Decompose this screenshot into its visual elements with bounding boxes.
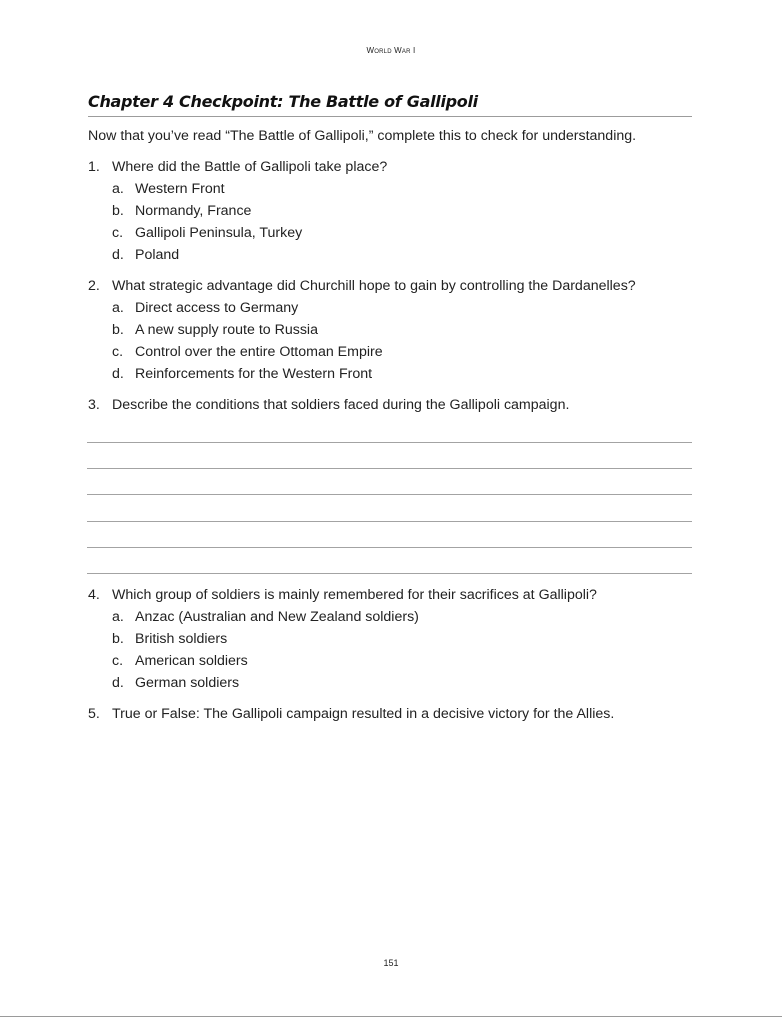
option-text: Control over the entire Ottoman Empire — [135, 344, 383, 360]
question-4-option-b — [112, 631, 227, 647]
running-head: World War I — [366, 46, 416, 55]
option-text: Western Front — [135, 181, 225, 197]
question-5 — [88, 706, 614, 722]
question-2-option-b — [112, 322, 318, 338]
option-text: Normandy, France — [135, 203, 252, 219]
option-letter: d. — [112, 366, 124, 382]
option-text: Poland — [135, 247, 180, 263]
question-4-option-d — [112, 675, 239, 691]
question-1 — [88, 159, 387, 175]
answer-line[interactable] — [87, 468, 692, 469]
question-number: 2. — [88, 278, 100, 294]
page-number: 151 — [383, 958, 399, 968]
option-letter: b. — [112, 203, 124, 219]
question-text: True or False: The Gallipoli campaign resulted in a decisive victory for the Allies. — [112, 706, 615, 722]
option-letter: a. — [112, 300, 124, 316]
option-letter: b. — [112, 631, 124, 647]
question-2-option-c — [112, 344, 383, 360]
answer-line[interactable] — [87, 442, 692, 443]
question-1-option-d — [112, 247, 179, 263]
question-text: What strategic advantage did Churchill hope to gain by controlling the Dardanelles? — [112, 278, 636, 294]
option-text: German soldiers — [135, 675, 240, 691]
option-letter: c. — [112, 225, 124, 241]
option-text: Reinforcements for the Western Front — [135, 366, 373, 382]
answer-line[interactable] — [87, 521, 692, 522]
question-3 — [88, 397, 569, 413]
page-title: Chapter 4 Checkpoint: The Battle of Gallipoli — [88, 92, 692, 117]
question-number: 5. — [88, 706, 100, 722]
question-1-option-c — [112, 225, 302, 241]
question-number: 3. — [88, 397, 100, 413]
answer-line[interactable] — [87, 573, 692, 574]
option-text: Direct access to Germany — [135, 300, 299, 316]
option-letter: c. — [112, 344, 124, 360]
option-letter: d. — [112, 675, 124, 691]
answer-line[interactable] — [87, 494, 692, 495]
instructions: Now that you’ve read “The Battle of Gallipoli,” complete this to check for understanding. — [88, 128, 637, 144]
question-text: Describe the conditions that soldiers faced during the Gallipoli campaign. — [112, 397, 570, 413]
question-number: 4. — [88, 587, 100, 603]
question-1-option-b — [112, 203, 251, 219]
question-2 — [88, 278, 636, 294]
option-text: American soldiers — [135, 653, 248, 669]
option-letter: a. — [112, 609, 124, 625]
option-text: British soldiers — [135, 631, 228, 647]
option-letter: b. — [112, 322, 124, 338]
question-text: Where did the Battle of Gallipoli take place? — [112, 159, 388, 175]
question-4-option-c — [112, 653, 248, 669]
question-number: 1. — [88, 159, 100, 175]
question-1-option-a — [112, 181, 225, 197]
question-text: Which group of soldiers is mainly remembered for their sacrifices at Gallipoli? — [112, 587, 597, 603]
option-text: Anzac (Australian and New Zealand soldiers) — [135, 609, 419, 625]
question-2-option-a — [112, 300, 298, 316]
option-text: Gallipoli Peninsula, Turkey — [135, 225, 303, 241]
option-letter: c. — [112, 653, 124, 669]
option-text: A new supply route to Russia — [135, 322, 318, 338]
answer-line[interactable] — [87, 547, 692, 548]
question-4 — [88, 587, 597, 603]
option-letter: d. — [112, 247, 124, 263]
option-letter: a. — [112, 181, 124, 197]
question-4-option-a — [112, 609, 419, 625]
question-2-option-d — [112, 366, 372, 382]
